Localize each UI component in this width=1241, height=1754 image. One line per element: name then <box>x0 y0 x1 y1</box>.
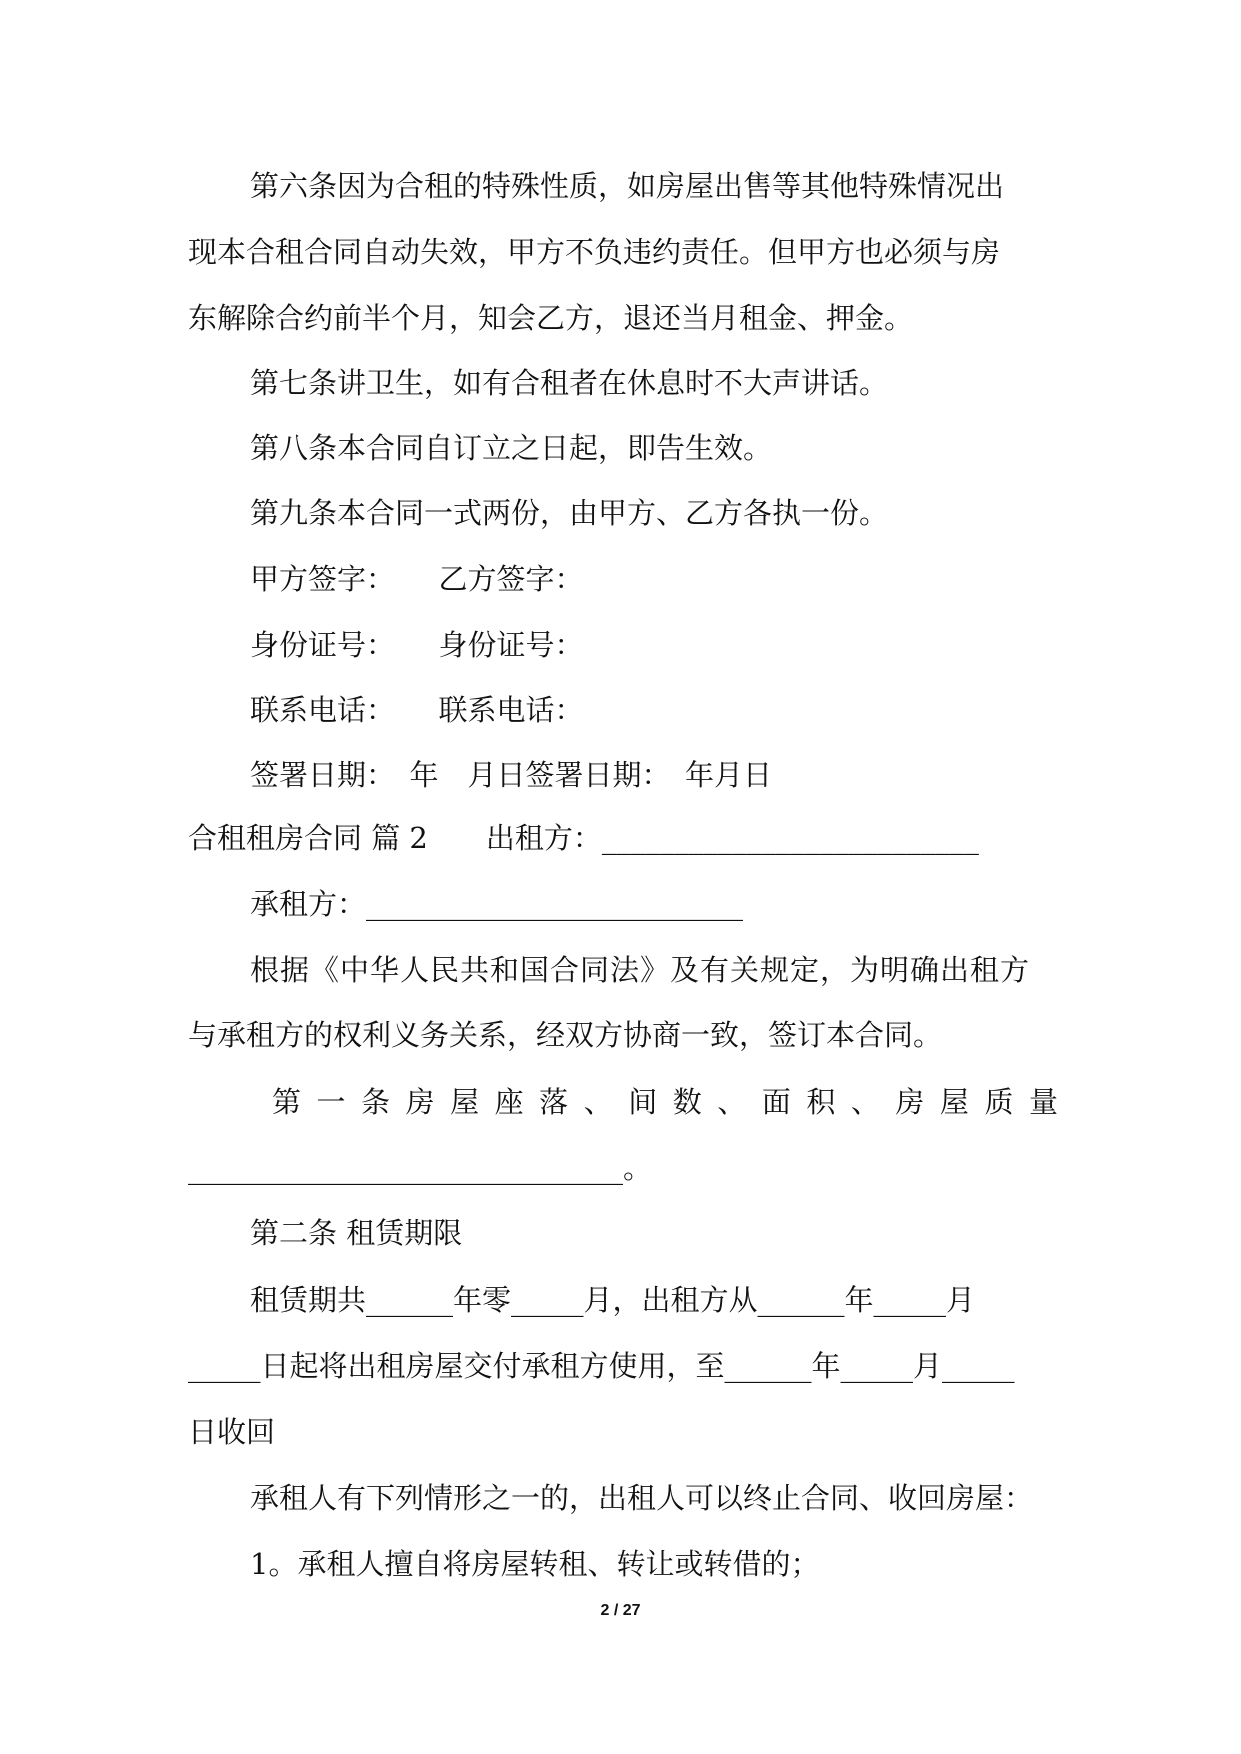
sign-date-line: 签署日期： 年 月日签署日期： 年月日 <box>250 758 773 792</box>
article-two-heading: 第二条 租赁期限 <box>250 1216 463 1250</box>
blank-line: ______________________________。 <box>188 1151 653 1185</box>
page-number: 2 / 27 <box>600 1602 641 1619</box>
list-item: 1。承租人擅自将房屋转租、转让或转借的； <box>250 1547 820 1581</box>
paragraph-line: 东解除合约前半个月，知会乙方，退还当月租金、押金。 <box>188 301 914 335</box>
paragraph-line: 根据《中华人民共和国合同法》及有关规定，为明确出租方 <box>250 953 1031 987</box>
paragraph-line: 现本合租合同自动失效，甲方不负违约责任。但甲方也必须与房 <box>188 235 1001 269</box>
paragraph-line: 第六条因为合租的特殊性质，如房屋出售等其他特殊情况出 <box>250 169 1005 203</box>
article-one-line: 第 一 条 房 屋 座 落 、 间 数 、 面 积 、 房 屋 质 量 <box>272 1085 1058 1119</box>
paragraph-line: 第七条讲卫生，如有合租者在休息时不大声讲话。 <box>250 366 889 400</box>
lease-term-line: _____日起将出租房屋交付承租方使用，至______年_____月_____ <box>188 1349 1015 1383</box>
paragraph-line: 第九条本合同一式两份，由甲方、乙方各执一份。 <box>250 496 889 530</box>
lease-term-line: 日收回 <box>188 1415 276 1449</box>
lease-term-line: 租赁期共______年零_____月，出租方从______年_____月 <box>250 1283 976 1317</box>
paragraph-line: 与承租方的权利义务关系，经双方协商一致，签订本合同。 <box>188 1018 943 1052</box>
phone-line: 联系电话： 联系电话： <box>250 693 584 727</box>
tenant-line: 承租方：__________________________ <box>250 887 744 921</box>
contract-heading-line: 合租租房合同 篇 2 出租方：__________________________ <box>188 821 979 855</box>
paragraph-line: 第八条本合同自订立之日起，即告生效。 <box>250 431 773 465</box>
signature-line: 甲方签字： 乙方签字： <box>250 562 584 596</box>
paragraph-line: 承租人有下列情形之一的，出租人可以终止合同、收回房屋： <box>250 1481 1034 1515</box>
id-number-line: 身份证号： 身份证号： <box>250 628 584 662</box>
